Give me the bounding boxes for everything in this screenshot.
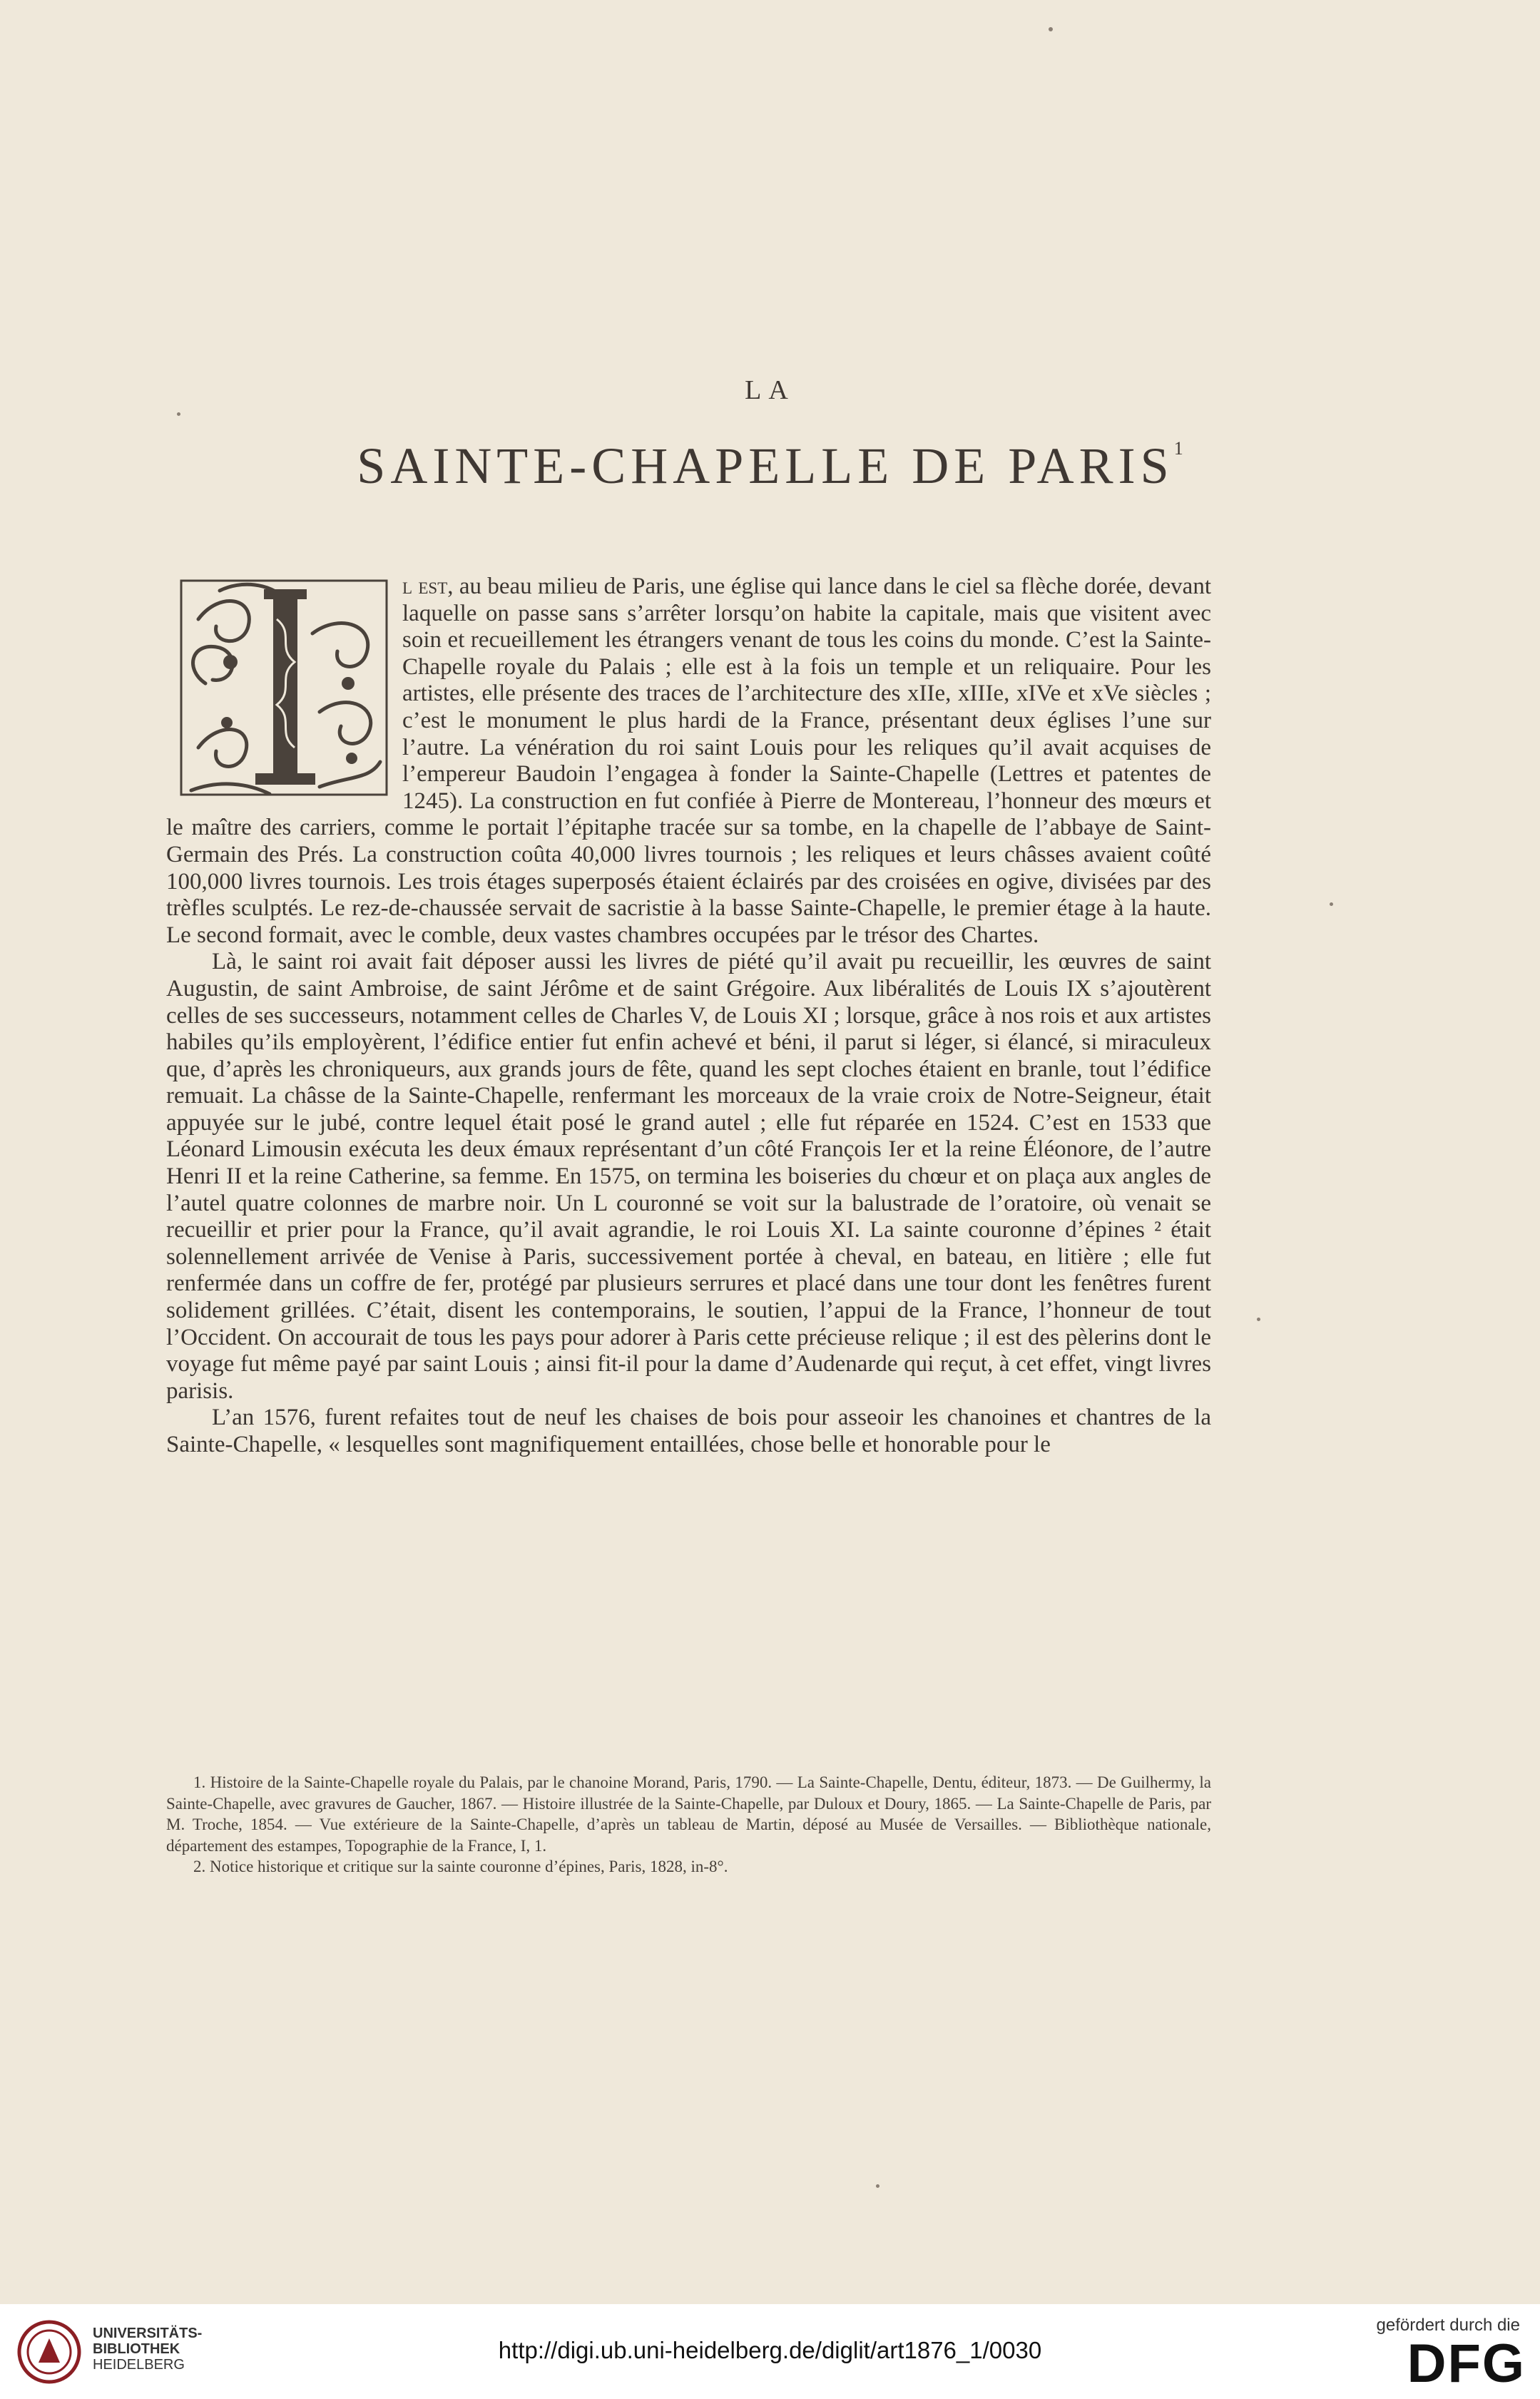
- library-name-line3: HEIDELBERG: [93, 2357, 185, 2373]
- title-prefix: LA: [745, 375, 795, 405]
- paragraph-1: [166, 574, 1211, 949]
- paragraph-3: L’an 1576, furent refaites tout de neuf les chaises de bois pour asseoir les chanoines et chantres de la Sainte-Chapelle, « lesquelles sont magnifiquement entaillées, chose belle et honorable pour le: [166, 1405, 1211, 1457]
- paper-speck: [1257, 1318, 1260, 1321]
- paper-speck: [177, 412, 180, 416]
- footnote-2: 2. Notice historique et critique sur la sainte couronne d’épines, Paris, 1828, in-8°.: [193, 1858, 728, 1875]
- page-title: [0, 437, 1540, 496]
- funding-label: gefördert durch die: [1376, 2316, 1520, 2335]
- dfg-logo: DFG: [1407, 2333, 1526, 2394]
- library-name-line1: UNIVERSITÄTS-: [93, 2326, 203, 2341]
- paper-speck: [876, 2184, 879, 2188]
- footnote-1: 1. Histoire de la Sainte-Chapelle royale du Palais, par le chanoine Morand, Paris, 1790. — La Sainte-Chapelle, Dentu, éditeur, 1873. — De Guilhermy, la Sainte-Chapelle, avec gravures de Gaucher, 1867. — Histoire illustrée de la Sainte-Chapelle, par Duloux et Doury, 1865. — La Sainte-Chapelle de Paris, par M. Troche, 1854. — Vue extérieure de la Sainte-Chapelle, d’après un tableau de Martin, déposé au Musée de Versailles. — Bibliothèque nationale, département des estampes, Topographie de la France, I, 1.: [166, 1773, 1211, 1855]
- title-footnote-ref: 1: [1173, 438, 1183, 459]
- library-name-line2: BIBLIOTHEK: [93, 2341, 180, 2357]
- paragraph-1-text: au beau milieu de Paris, une église qui lance dans le ciel sa flèche dorée, devant laquelle on passe sans s’arrêter lorsqu’on habite la capitale, mais que visitent avec soin et recueillement les étrangers venant de tous les coins du monde. C’est la Sainte-Chapelle royale du Palais ; elle est à la fois un temple et un reliquaire. Pour les artistes, elle présente des traces de l’architecture des xIIe, xIIIe, xIVe et xVe siècles ; c’est le monument le plus hardi de la France, présentant deux églises l’une sur l’autre. La vénération du roi saint Louis pour les reliques qu’il avait acquises de l’empereur Baudoin l’engagea à fonder la Sainte-Chapelle (Lettres et patentes de 1245). La construction en fut confiée à Pierre de Montereau, l’honneur des mœurs et le maître des carriers, comme le portait l’épitaphe tracée sur sa tombe, en la chapelle de l’abbaye de Saint-Germain des Prés. La construction coûta 40,000 livres tournois ; les reliques et leurs châsses avaient coûté 100,000 livres tournois. Les trois étages superposés étaient éclairés par des croisées en ogive, divisées par des trèfles sculptés. Le rez-de-chaussée servait de sacristie à la basse Sainte-Chapelle, le premier étage à la haute. Le second formait, avec le comble, deux vastes chambres occupées par le trésor des Chartes.: [166, 574, 1211, 948]
- permalink-url[interactable]: http://digi.ub.uni-heidelberg.de/diglit/art1876_1/0030: [498, 2337, 1042, 2363]
- title-text: SAINTE-CHAPELLE DE PARIS: [357, 437, 1174, 494]
- footnotes: [166, 1772, 1211, 1878]
- paper-speck: [1049, 27, 1053, 31]
- paragraph-2: Là, le saint roi avait fait déposer aussi les livres de piété qu’il avait pu recueillir, les œuvres de saint Augustin, de saint Ambroise, de saint Jérôme et de saint Grégoire. Aux libéralités de Louis IX s’ajoutèrent celles de ses successeurs, notamment celles de Charles V, de Louis XI ; lorsque, grâce à nos rois et aux artistes habiles qu’ils employèrent, l’édifice entier fut enfin achevé et béni, il parut si léger, si élancé, si miraculeux que, d’après les chroniqueurs, aux grands jours de fête, quand les sept cloches étaient en branle, tout l’édifice remuait. La châsse de la Sainte-Chapelle, renfermant les morceaux de la vraie croix de Notre-Seigneur, était appuyée sur le jubé, contre lequel était posé le grand autel ; elle fut réparée en 1524. C’est en 1533 que Léonard Limousin exécuta les deux émaux représentant d’un côté François Ier et la reine Éléonore, de l’autre Henri II et la reine Catherine, sa femme. En 1575, on termina les boiseries du chœur et on plaça aux angles de l’autel quatre colonnes de marbre noir. Un L couronné se voit sur la balustrade de l’oratoire, où venait se recueillir et prier pour la France, qu’il avait agrandie, le roi Louis XI. La sainte couronne d’épines ² était solennellement arrivée de Venise à Paris, successivement portée à cheval, en bateau, en litière ; elle fut renfermée dans un coffre de fer, protégé par plusieurs serrures et placé dans une tour dont les fenêtres furent solidement grillées. C’était, disent les contemporains, le soutien, l’appui de la France, l’honneur de tout l’Occident. On accourait de tous les pays pour adorer à Paris cette précieuse relique ; il est des pèlerins dont le voyage fut même payé par saint Louis ; ainsi fit-il pour la dame d’Audenarde qui reçut, à cet effet, vingt livres parisis.: [166, 949, 1211, 1404]
- paper-speck: [1330, 902, 1333, 906]
- paragraph-1-lead: l est,: [402, 574, 454, 599]
- body-text: [166, 574, 1211, 1459]
